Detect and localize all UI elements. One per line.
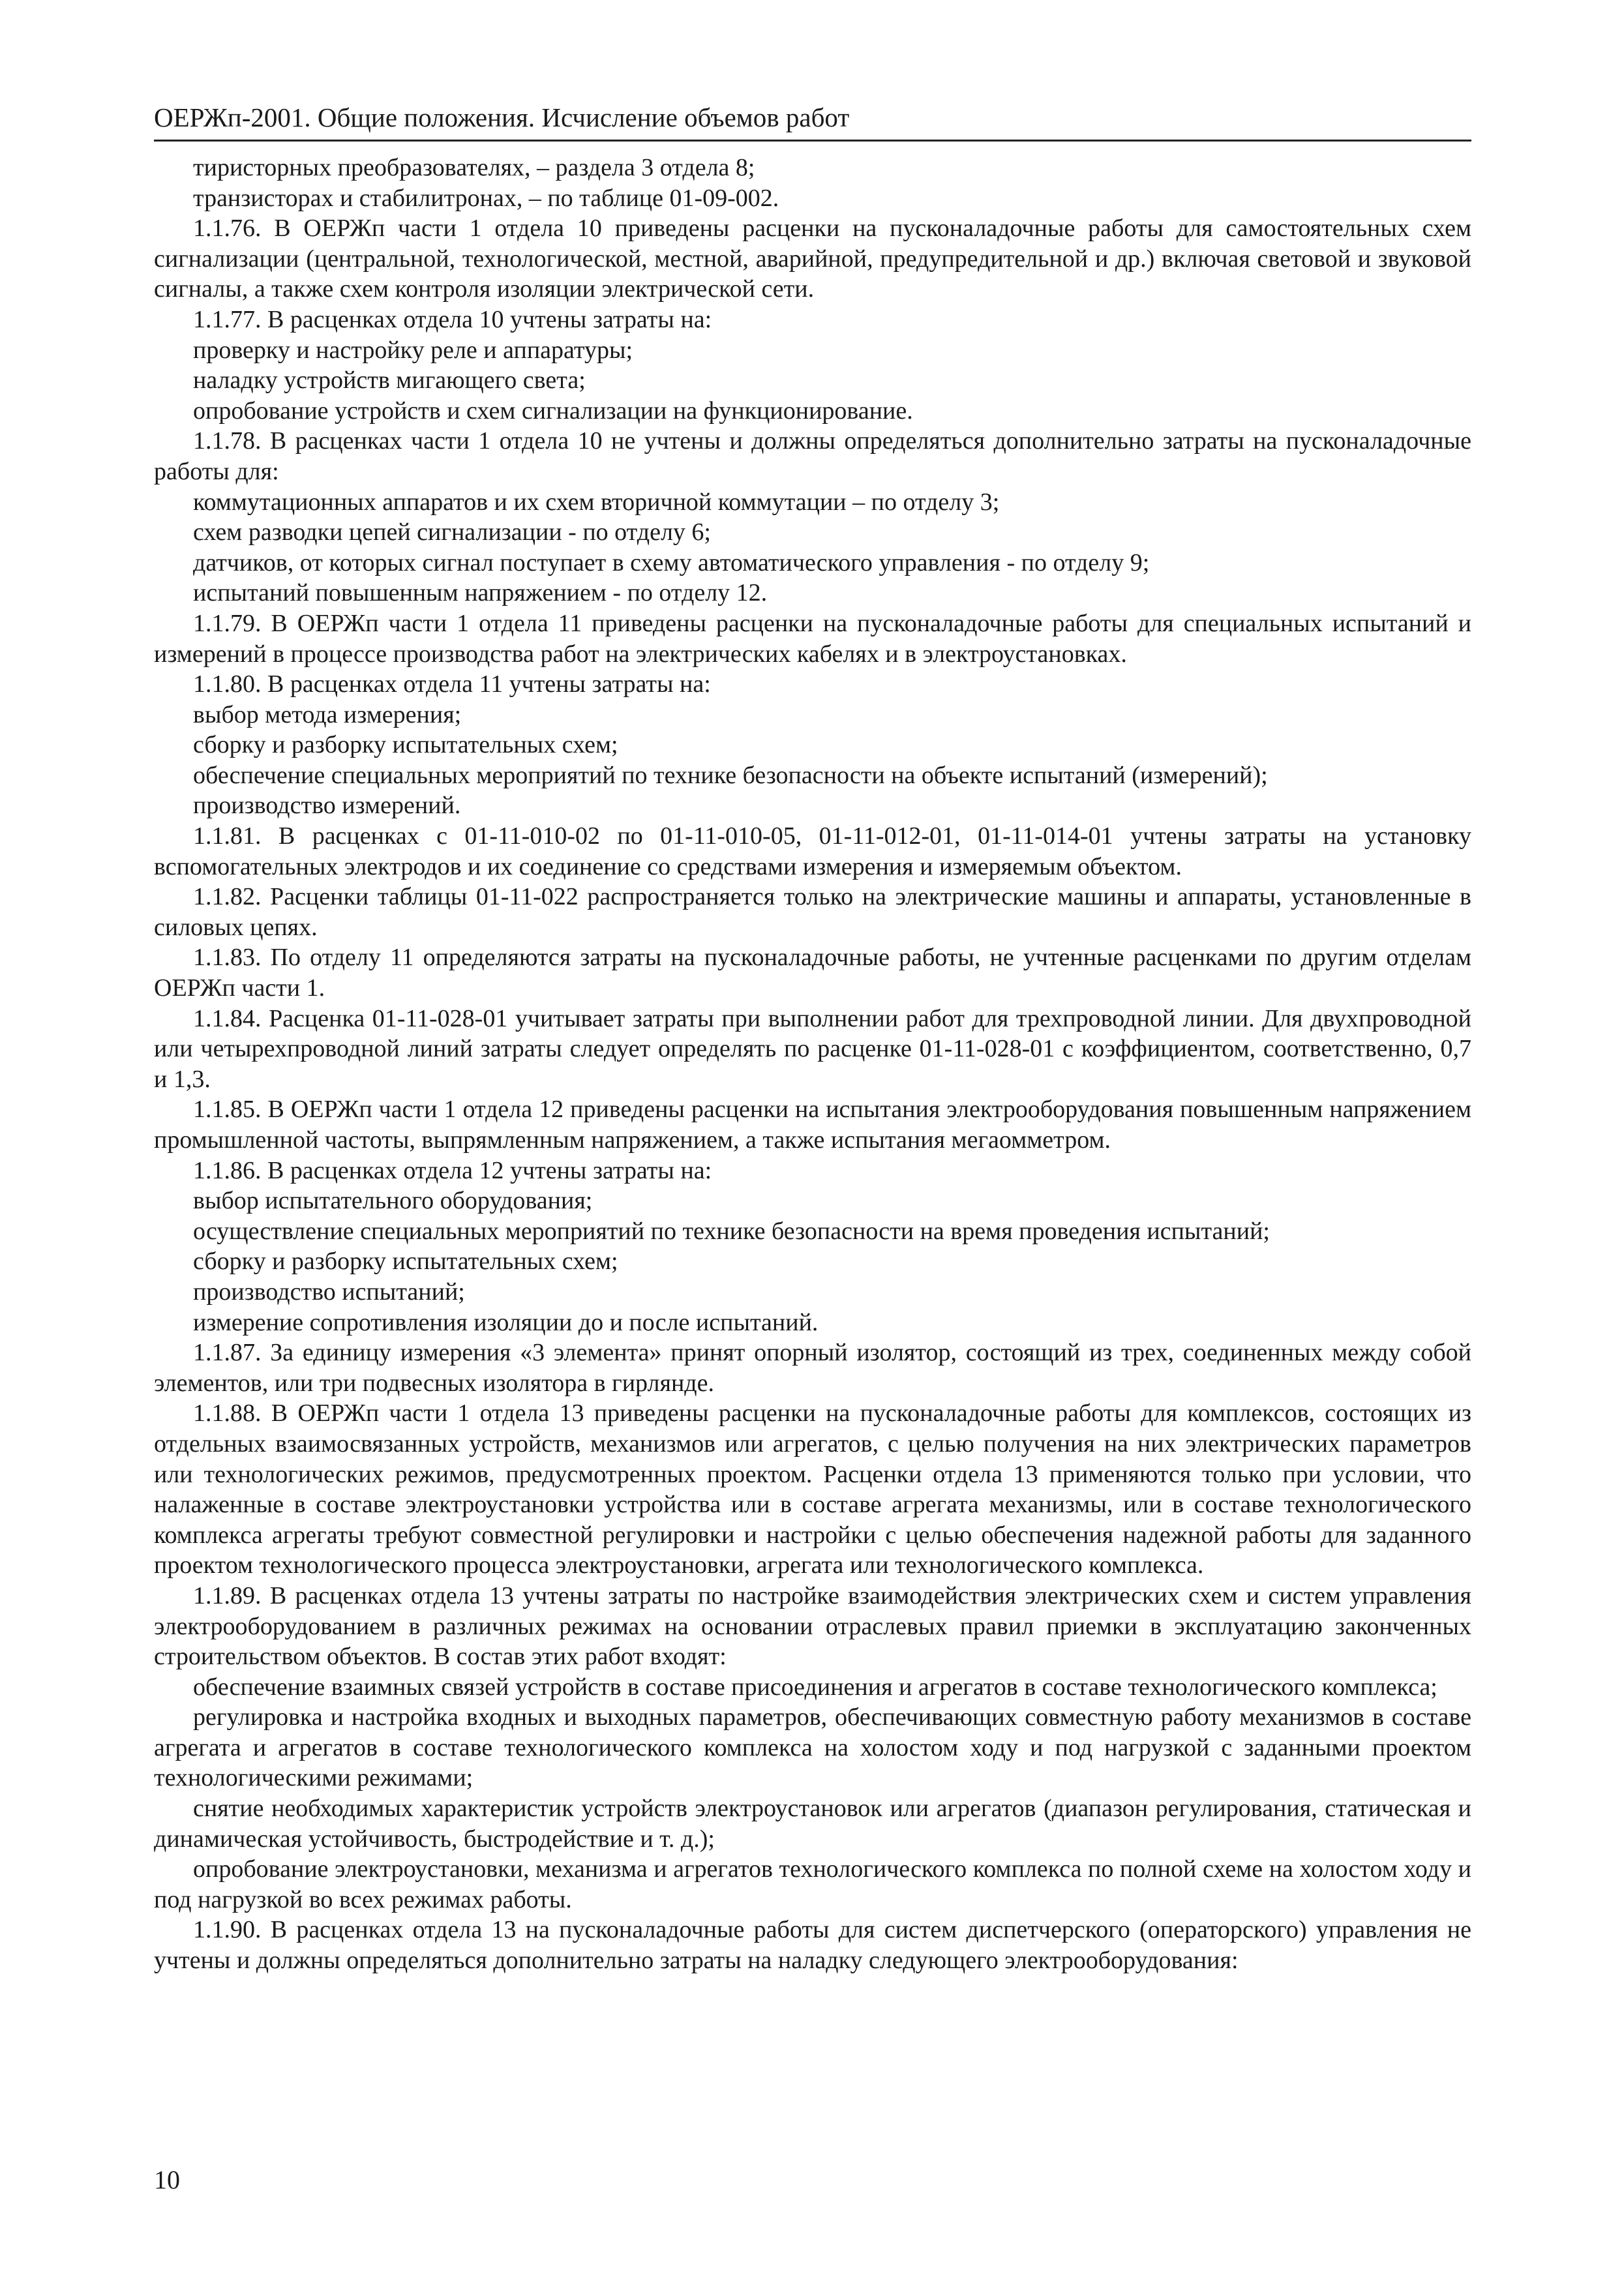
paragraph: 1.1.81. В расценках с 01-11-010-02 по 01-11-010-05, 01-11-012-01, 01-11-014-01 учтены затраты на установку вспомогательных электродов и их соединение со средствами измерения и измеряемым объектом. (154, 822, 1471, 880)
paragraph: 1.1.89. В расценках отдела 13 учтены затраты по настройке взаимодействия электрических схем и систем управления электрооборудованием в различных режимах на основании отраслевых правил приемки в эксплуатацию законченных строительством объектов. В состав этих работ входят: (154, 1581, 1471, 1671)
paragraph: выбор испытательного оборудования; (193, 1187, 593, 1215)
body-text (154, 153, 1471, 1976)
paragraph: регулировка и настройка входных и выходных параметров, обеспечивающих совместную работу механизмов в составе агрегата и агрегатов в составе технологического комплекса на холостом ходу и под нагрузкой с заданными проектом технологическими режимами; (154, 1703, 1471, 1792)
paragraph: измерение сопротивления изоляции до и после испытаний. (193, 1308, 819, 1336)
paragraph: производство измерений. (193, 792, 461, 820)
paragraph: 1.1.85. В ОЕРЖп части 1 отдела 12 приведены расценки на испытания электрооборудования повышенным напряжением промышленной частоты, выпрямленным напряжением, а также испытания мегаомметром. (154, 1096, 1471, 1154)
paragraph: датчиков, от которых сигнал поступает в схему автоматического управления - по отделу 9; (193, 548, 1150, 576)
paragraph: схем разводки цепей сигнализации - по отделу 6; (193, 518, 711, 546)
paragraph: коммутационных аппаратов и их схем вторичной коммутации – по отделу 3; (193, 488, 1000, 516)
paragraph: 1.1.86. В расценках отдела 12 учтены затраты на: (193, 1156, 712, 1184)
paragraph: 1.1.87. За единицу измерения «3 элемента» принят опорный изолятор, состоящий из трех, соединенных между собой элементов, или три подвесных изолятора в гирлянде. (154, 1339, 1471, 1397)
paragraph: 1.1.83. По отделу 11 определяются затраты на пусконаладочные работы, не учтенные расценками по другим отделам ОЕРЖп части 1. (154, 944, 1471, 1002)
paragraph: выбор метода измерения; (193, 700, 462, 728)
paragraph: испытаний повышенным напряжением - по отделу 12. (193, 579, 768, 607)
paragraph: 1.1.82. Расценки таблицы 01-11-022 распространяется только на электрические машины и аппараты, установленные в силовых цепях. (154, 883, 1471, 941)
paragraph: 1.1.79. В ОЕРЖп части 1 отдела 11 приведены расценки на пусконаладочные работы для специальных испытаний и измерений в процессе производства работ на электрических кабелях и в электроустановках. (154, 609, 1471, 668)
paragraph: осуществление специальных мероприятий по технике безопасности на время проведения испытаний; (193, 1217, 1270, 1245)
paragraph: 1.1.80. В расценках отдела 11 учтены затраты на: (193, 670, 711, 698)
paragraph: обеспечение специальных мероприятий по технике безопасности на объекте испытаний (измерений); (193, 761, 1268, 789)
paragraph: снятие необходимых характеристик устройств электроустановок или агрегатов (диапазон регулирования, статическая и динамическая устойчивость, быстродействие и т. д.); (154, 1795, 1471, 1853)
paragraph: наладку устройств мигающего света; (193, 367, 586, 395)
paragraph: опробование электроустановки, механизма и агрегатов технологического комплекса по полной схеме на холостом ходу и под нагрузкой во всех режимах работы. (154, 1855, 1471, 1913)
paragraph: тиристорных преобразователях, – раздела 3 отдела 8; (193, 154, 755, 181)
paragraph: сборку и разборку испытательных схем; (193, 731, 618, 759)
paragraph: 1.1.88. В ОЕРЖп части 1 отдела 13 приведены расценки на пусконаладочные работы для комплексов, состоящих из отдельных взаимосвязанных устройств, механизмов или агрегатов, с целью получения на них электрических параметров или технологических режимов, предусмотренных проектом. Расценки отдела 13 применяются только при условии, что налаженные в составе электроустановки устройства или в составе агрегата механизмы, или в составе технологического комплекса агрегаты требуют совместной регулировки и настройки с целью обеспечения надежной работы для заданного проектом технологического процесса электроустановки, агрегата или технологического комплекса. (154, 1399, 1471, 1579)
paragraph: опробование устройств и схем сигнализации на функционирование. (193, 396, 913, 425)
page-number: 10 (154, 2165, 180, 2194)
paragraph: 1.1.84. Расценка 01-11-028-01 учитывает затраты при выполнении работ для трехпроводной линии. Для двухпроводной или четырехпроводной линий затраты следует определять по расценке 01-11-028-01 с коэффициентом, соответственно, 0,7 и 1,3. (154, 1004, 1471, 1093)
paragraph: обеспечение взаимных связей устройств в составе присоединения и агрегатов в составе технологического комплекса; (193, 1673, 1437, 1701)
paragraph: транзисторах и стабилитронах, – по таблице 01-09-002. (193, 184, 779, 212)
header-title: ОЕРЖп-2001. Общие положения. Исчисление объемов работ (154, 102, 850, 132)
paragraph: производство испытаний; (193, 1278, 465, 1306)
paragraph: 1.1.77. В расценках отдела 10 учтены затраты на: (193, 305, 712, 333)
running-header (154, 98, 1471, 142)
paragraph: 1.1.90. В расценках отдела 13 на пусконаладочные работы для систем диспетчерского (операторского) управления не учтены и должны определяться дополнительно затраты на наладку следующего электрооборудования: (154, 1916, 1471, 1975)
paragraph: 1.1.78. В расценках части 1 отдела 10 не учтены и должны определяться дополнительно затраты на пусконаладочные работы для: (154, 427, 1471, 485)
paragraph: проверку и настройку реле и аппаратуры; (193, 336, 633, 364)
paragraph: 1.1.76. В ОЕРЖп части 1 отдела 10 приведены расценки на пусконаладочные работы для самостоятельных схем сигнализации (центральной, технологической, местной, аварийной, предупредительной и др.) включая световой и звуковой сигналы, а также схем контроля изоляции электрической сети. (154, 215, 1471, 303)
paragraph: сборку и разборку испытательных схем; (193, 1248, 618, 1276)
